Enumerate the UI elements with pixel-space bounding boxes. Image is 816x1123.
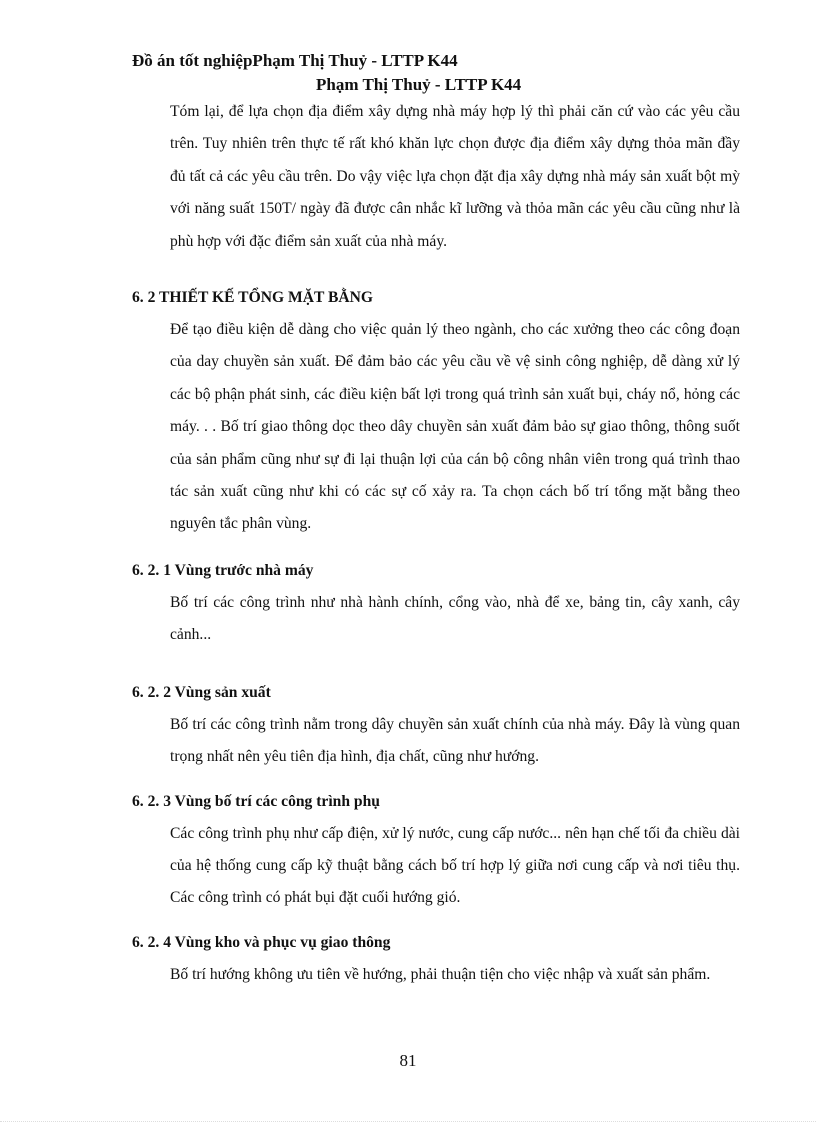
section-6-2-heading: 6. 2 THIẾT KẾ TỔNG MẶT BẰNG xyxy=(132,289,374,307)
page-number: 81 xyxy=(399,1051,417,1070)
section-6-2-4-heading: 6. 2. 4 Vùng kho và phục vụ giao thông xyxy=(132,933,391,951)
section-6-2-2-body: Bố trí các công trình nằm trong dây chuyền sản xuất chính của nhà máy. Đây là vùng quan trọng nhất nên yêu tiên địa hình, địa chất, cũng như hướng. xyxy=(170,715,740,766)
section-6-2-1-body: Bố trí các công trình như nhà hành chính, cổng vào, nhà để xe, bảng tin, cây xanh, cây cảnh... xyxy=(170,593,740,644)
document-body xyxy=(132,96,740,991)
author-header: Phạm Thị Thuỷ - LTTP K44 xyxy=(316,75,522,94)
section-6-2-2-heading: 6. 2. 2 Vùng sản xuất xyxy=(132,683,271,701)
intro-paragraph: Tóm lại, để lựa chọn địa điểm xây dựng nhà máy hợp lý thì phải căn cứ vào các yêu cầu trên. Tuy nhiên trên thực tế rất khó khăn lực chọn được địa điểm xây dựng thỏa mãn đầy đủ tất cả các yêu cầu trên. Do vậy việc lựa chọn đặt địa xây dựng nhà máy sản xuất bột mỳ với năng suất 150T/ ngày đã được cân nhắc kĩ lưỡng và thỏa mãn các yêu cầu cũng như là phù hợp với đặc điểm sản xuất của nhà máy. xyxy=(170,103,740,250)
section-6-2-body: Để tạo điều kiện dễ dàng cho việc quản lý theo ngành, cho các xưởng theo các công đoạn của day chuyền sản xuất. Để đảm bảo các yêu cầu về vệ sinh công nghiệp, dễ dàng xử lý các bộ phận phát sinh, các điều kiện bất lợi trong quá trình sản xuất bụi, cháy nổ, hỏng các máy. . . Bố trí giao thông dọc theo dây chuyền sản xuất đảm bảo sự giao thông, thông suốt của sản phẩm cũng như sự đi lại thuận lợi của cán bộ công nhân viên trong quá trình thao tác sản xuất cũng như khi có các sự cố xảy ra. Ta chọn cách bố trí tổng mặt bằng theo nguyên tắc phân vùng. xyxy=(170,321,740,533)
section-6-2-3-heading: 6. 2. 3 Vùng bố trí các công trình phụ xyxy=(132,792,380,810)
section-6-2-3-body: Các công trình phụ như cấp điện, xử lý nước, cung cấp nước... nên hạn chế tối đa chiều dài của hệ thống cung cấp kỹ thuật bằng cách bố trí hợp lý giữa nơi cung cấp và nơi tiêu thụ. Các công trình có phát bụi đặt cuối hướng gió. xyxy=(170,824,740,907)
section-6-2-1-heading: 6. 2. 1 Vùng trước nhà máy xyxy=(132,561,314,579)
section-6-2-4-body: Bố trí hướng không ưu tiên về hướng, phải thuận tiện cho việc nhập và xuất sản phẩm. xyxy=(170,965,711,983)
page-bottom-divider xyxy=(0,1121,816,1122)
running-header: Đồ án tốt nghiệpPhạm Thị Thuỷ - LTTP K44 xyxy=(132,51,458,70)
